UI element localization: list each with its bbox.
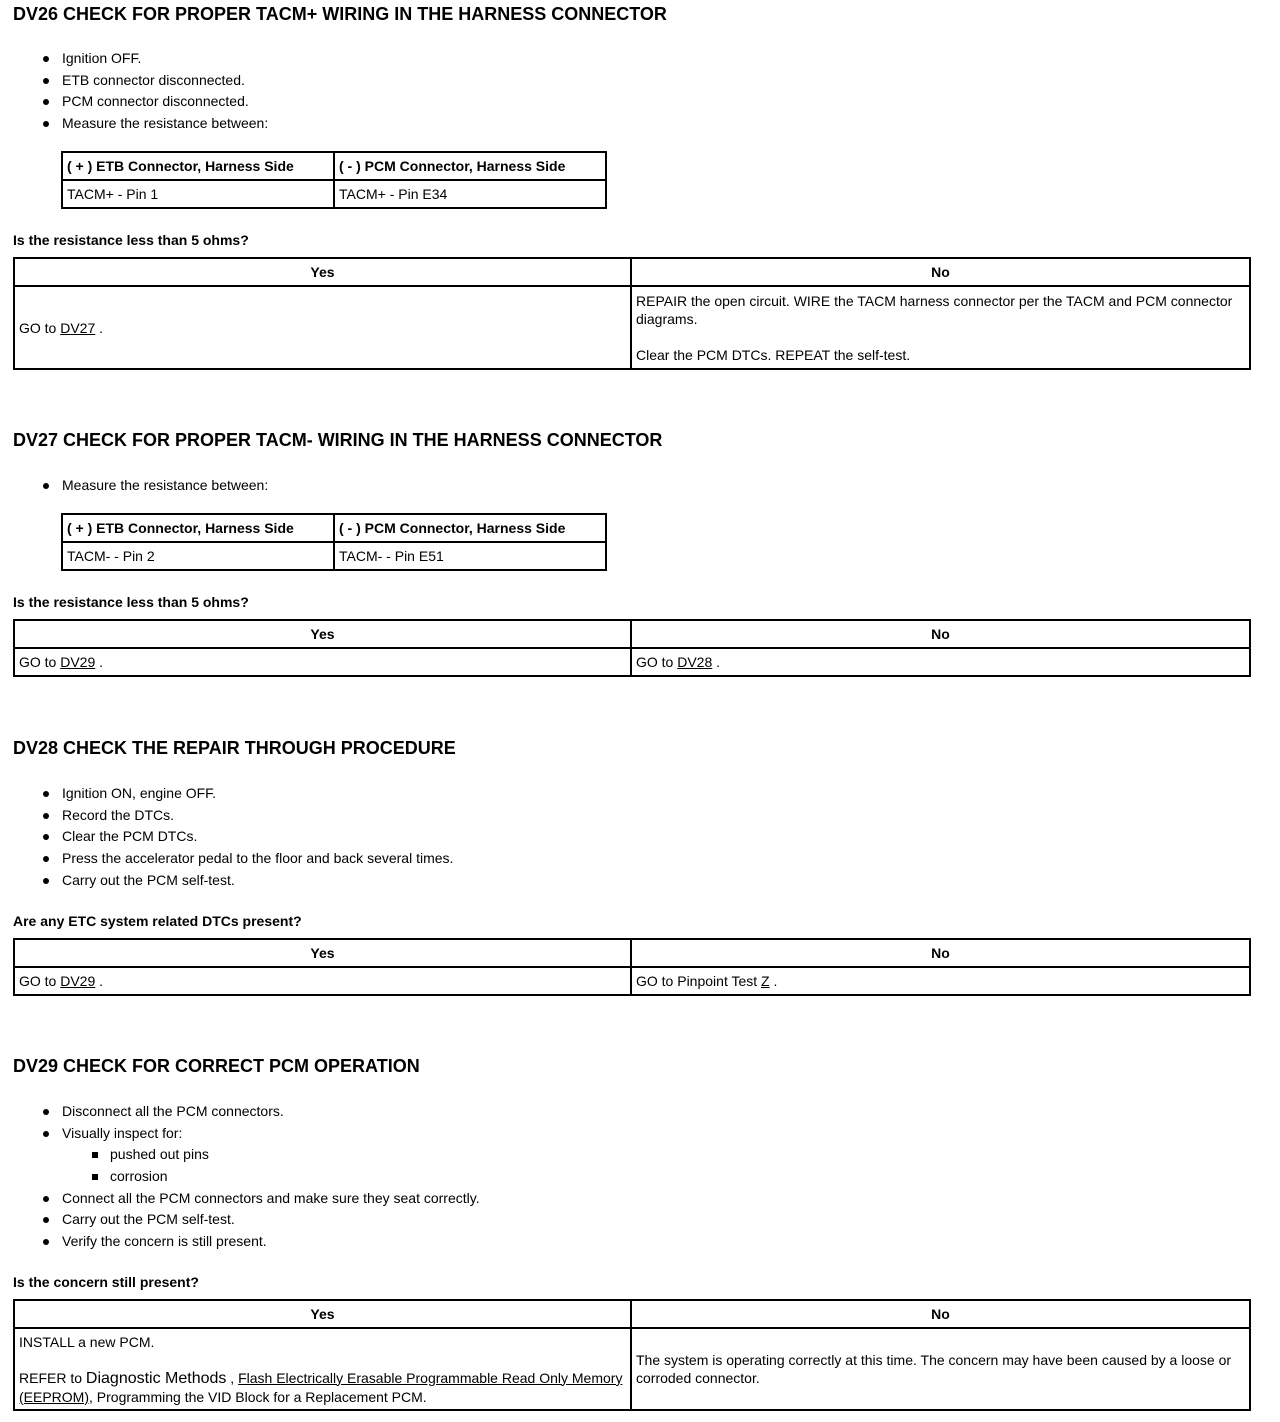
list-item: Ignition OFF. (40, 48, 268, 70)
yes-cell (14, 967, 631, 995)
goto-text: GO to (19, 319, 61, 336)
yes-header: Yes (14, 939, 631, 967)
dv29-question: Is the concern still present? (13, 1274, 199, 1290)
dv27-step-list (40, 475, 268, 497)
dv26-step-list (40, 48, 268, 135)
flash-eeprom-link[interactable]: Flash Electrically Erasable Programmable Read Only Memory (238, 1369, 623, 1386)
no-cell: The system is operating correctly at this time. The concern may have been caused by a loose or corroded connector. (631, 1328, 1250, 1410)
no-header: No (631, 620, 1250, 648)
list-item: Visually inspect for: (40, 1123, 480, 1145)
list-item: ETB connector disconnected. (40, 70, 268, 92)
table-cell: TACM+ - Pin E34 (334, 180, 606, 208)
no-cell (631, 286, 1250, 369)
goto-suffix: . (712, 654, 721, 670)
no-header: No (631, 939, 1250, 967)
yes-cell (14, 648, 631, 676)
dv26-answer-table (13, 257, 1251, 370)
refer-instruction (19, 1369, 626, 1406)
no-cell (631, 648, 1250, 676)
goto-text: GO to (636, 654, 678, 670)
dv28-answer-table (13, 938, 1251, 996)
table-row (62, 152, 606, 180)
goto-suffix: . (95, 973, 104, 989)
dv29-step-list (40, 1101, 480, 1253)
no-header: No (631, 1300, 1250, 1328)
goto-text: GO to (19, 973, 61, 989)
dv28-link[interactable]: DV28 (677, 654, 713, 670)
dv27-question: Is the resistance less than 5 ohms? (13, 594, 249, 610)
list-item: Carry out the PCM self-test. (40, 870, 453, 892)
list-item: Carry out the PCM self-test. (40, 1209, 480, 1231)
yes-header: Yes (14, 258, 631, 286)
list-item: PCM connector disconnected. (40, 91, 268, 113)
dv27-measure-table (61, 513, 607, 571)
install-pcm-instruction: INSTALL a new PCM. (19, 1333, 155, 1350)
clear-dtc-instruction: Clear the PCM DTCs. REPEAT the self-test. (636, 346, 911, 363)
dv27-link[interactable]: DV27 (60, 319, 96, 336)
list-item: Measure the resistance between: (40, 475, 268, 497)
table-row (14, 939, 1250, 967)
list-item: Measure the resistance between: (40, 113, 268, 135)
goto-suffix: . (95, 654, 104, 670)
table-cell: TACM- - Pin 2 (62, 542, 334, 570)
dv27-answer-table (13, 619, 1251, 677)
refer-comma: , (226, 1369, 239, 1386)
repair-instruction: REPAIR the open circuit. WIRE the TACM harness connector per the TACM and PCM connector diagrams. (636, 292, 1233, 327)
yes-header: Yes (14, 620, 631, 648)
list-item: Press the accelerator pedal to the floor and back several times. (40, 848, 453, 870)
dv29-answer-table (13, 1299, 1251, 1411)
table-row (14, 967, 1250, 995)
dv26-measure-table (61, 151, 607, 209)
sub-list-item: pushed out pins (40, 1144, 480, 1166)
goto-text: GO to Pinpoint Test (636, 973, 762, 989)
goto-suffix: . (95, 319, 104, 336)
table-row (14, 648, 1250, 676)
list-item: Disconnect all the PCM connectors. (40, 1101, 480, 1123)
table-row (14, 620, 1250, 648)
dv28-title: DV28 CHECK THE REPAIR THROUGH PROCEDURE (13, 738, 456, 758)
dv29-title: DV29 CHECK FOR CORRECT PCM OPERATION (13, 1056, 420, 1076)
yes-cell (14, 286, 631, 369)
list-item: Clear the PCM DTCs. (40, 826, 453, 848)
pinpoint-test-z-link[interactable]: Z (761, 973, 770, 989)
list-item: Verify the concern is still present. (40, 1231, 480, 1253)
no-header: No (631, 258, 1250, 286)
table-cell: TACM- - Pin E51 (334, 542, 606, 570)
refer-prefix: REFER to (19, 1369, 86, 1386)
dv27-title: DV27 CHECK FOR PROPER TACM- WIRING IN THE HARNESS CONNECTOR (13, 430, 663, 450)
sub-list-item: corrosion (40, 1166, 480, 1188)
dv28-question: Are any ETC system related DTCs present? (13, 913, 302, 929)
no-cell (631, 967, 1250, 995)
goto-text: GO to (19, 654, 61, 670)
table-header-cell: ( - ) PCM Connector, Harness Side (334, 514, 606, 542)
table-cell: TACM+ - Pin 1 (62, 180, 334, 208)
refer-suffix: , Programming the VID Block for a Replacement PCM. (89, 1388, 427, 1405)
table-row (14, 1300, 1250, 1328)
dv26-question: Is the resistance less than 5 ohms? (13, 232, 249, 248)
dv26-title: DV26 CHECK FOR PROPER TACM+ WIRING IN THE HARNESS CONNECTOR (13, 4, 667, 24)
table-row (62, 514, 606, 542)
table-row (62, 542, 606, 570)
dv29-link[interactable]: DV29 (60, 654, 96, 670)
list-item: Ignition ON, engine OFF. (40, 783, 453, 805)
table-row (14, 286, 1250, 369)
table-header-cell: ( + ) ETB Connector, Harness Side (62, 152, 334, 180)
table-header-cell: ( - ) PCM Connector, Harness Side (334, 152, 606, 180)
table-row (14, 1328, 1250, 1410)
table-row (62, 180, 606, 208)
list-item: Connect all the PCM connectors and make sure they seat correctly. (40, 1188, 480, 1210)
eeprom-link[interactable]: (EEPROM) (19, 1388, 89, 1405)
dv28-step-list (40, 783, 453, 891)
list-item: Record the DTCs. (40, 805, 453, 827)
table-header-cell: ( + ) ETB Connector, Harness Side (62, 514, 334, 542)
table-row (14, 258, 1250, 286)
diagnostic-methods-text: Diagnostic Methods (85, 1369, 227, 1387)
yes-header: Yes (14, 1300, 631, 1328)
goto-suffix: . (769, 973, 778, 989)
dv29-link[interactable]: DV29 (60, 973, 96, 989)
yes-cell (14, 1328, 631, 1410)
